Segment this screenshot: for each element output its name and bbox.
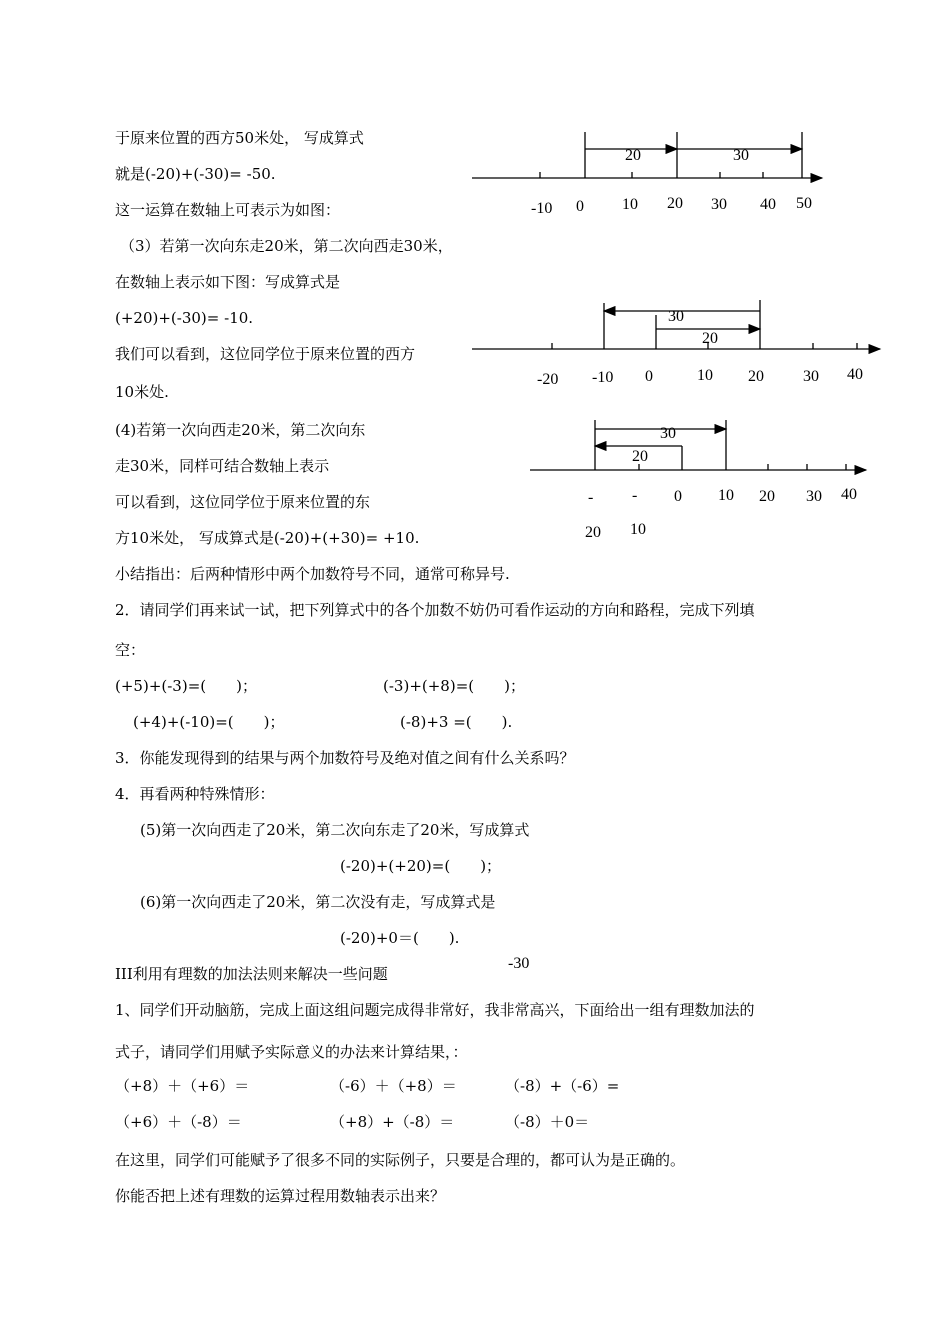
exercise: （-8）＋0＝ bbox=[505, 1113, 590, 1131]
tick-label: 40 bbox=[760, 196, 776, 213]
tick-label: 50 bbox=[796, 195, 812, 212]
text-line: 在数轴上表示如下图：写成算式是 bbox=[115, 273, 341, 291]
text-line: 这一运算在数轴上可表示为如图： bbox=[115, 201, 341, 219]
tick-label: -10 bbox=[592, 369, 614, 386]
exercise: (+4)+(-10)=( )； bbox=[133, 713, 285, 731]
text-line: 10米处. bbox=[115, 383, 169, 401]
tick-label: 20 bbox=[667, 195, 683, 212]
text-line: 4．再看两种特殊情形： bbox=[115, 785, 275, 803]
tick-label: 10 bbox=[718, 487, 734, 504]
text-line: 1、同学们开动脑筋，完成上面这组问题完成得非常好，我非常高兴，下面给出一组有理数加法的 bbox=[115, 1001, 755, 1019]
arrow-label: 30 bbox=[660, 425, 676, 442]
text-line: 就是(-20)+(-30)= -50. bbox=[115, 165, 276, 183]
tick-label: 40 bbox=[847, 366, 863, 383]
exercise: （+8）＋（+6）＝ bbox=[115, 1077, 250, 1095]
exercise: （-6）＋（+8）＝ bbox=[330, 1077, 457, 1095]
arrow-label: 20 bbox=[702, 330, 718, 347]
tick-label: 20 bbox=[748, 368, 764, 385]
text-line: 小结指出：后两种情形中两个加数符号不同，通常可称异号. bbox=[115, 565, 510, 583]
text-line: 空： bbox=[115, 641, 146, 659]
text-line: （3）若第一次向东走20米，第二次向西走30米， bbox=[120, 237, 453, 255]
tick-label: 20 bbox=[759, 488, 775, 505]
text-line: (4)若第一次向西走20米，第二次向东 bbox=[115, 421, 366, 439]
tick-label: -20 bbox=[537, 371, 559, 388]
text-line: 在这里，同学们可能赋予了很多不同的实际例子，只要是合理的，都可认为是正确的。 bbox=[115, 1151, 686, 1169]
exercise: （+8）+（-8）＝ bbox=[330, 1113, 455, 1131]
tick-label: 30 bbox=[806, 488, 822, 505]
tick-label: 40 bbox=[841, 486, 857, 503]
text-line: 于原来位置的西方50米处， 写成算式 bbox=[115, 129, 364, 147]
text-line: 3．你能发现得到的结果与两个加数符号及绝对值之间有什么关系吗？ bbox=[115, 749, 575, 767]
arrow-label: 30 bbox=[668, 308, 684, 325]
tick-label: -10 bbox=[531, 200, 553, 217]
tick-label: 0 bbox=[674, 488, 682, 505]
tick-label: 10 bbox=[622, 196, 638, 213]
tick-label: 20 bbox=[585, 524, 601, 541]
text-line: (-20)+(+20)=( )； bbox=[340, 857, 502, 875]
text-line: 可以看到，这位同学位于原来位置的东 bbox=[115, 493, 371, 511]
exercise: (-8)+3 =( ). bbox=[400, 713, 513, 731]
tick-label: 0 bbox=[645, 368, 653, 385]
text-line: 方10米处， 写成算式是(-20)+(+30)= +10. bbox=[115, 529, 420, 547]
axis-ticks bbox=[540, 172, 763, 178]
exercise: (-3)+(+8)=( )； bbox=[383, 677, 525, 695]
text-line: (6)第一次向西走了20米，第二次没有走，写成算式是 bbox=[140, 893, 496, 911]
arrow-label: 20 bbox=[625, 147, 641, 164]
text-line: (+20)+(-30)= -10. bbox=[115, 309, 254, 327]
exercise: （-8）+（-6）= bbox=[505, 1077, 620, 1095]
arrow-label: 30 bbox=[733, 147, 749, 164]
tick-label: - bbox=[588, 489, 594, 506]
tick-label: 30 bbox=[803, 368, 819, 385]
section-heading: III利用有理数的加法法则来解决一些问题 bbox=[115, 965, 388, 983]
text-line: (-20)+0＝( ). bbox=[340, 929, 460, 947]
exercise: （+6）＋（-8）＝ bbox=[115, 1113, 242, 1131]
text-line: 走30米，同样可结合数轴上表示 bbox=[115, 457, 330, 475]
text-line: 你能否把上述有理数的运算过程用数轴表示出来？ bbox=[115, 1187, 446, 1205]
text-line: 2．请同学们再来试一试，把下列算式中的各个加数不妨仍可看作运动的方向和路程，完成下列填 bbox=[115, 601, 755, 619]
tick-label: - bbox=[632, 487, 638, 504]
exercise: (+5)+(-3)=( )； bbox=[115, 677, 257, 695]
tick-label: 10 bbox=[697, 367, 713, 384]
text-line: (5)第一次向西走了20米，第二次向东走了20米，写成算式 bbox=[140, 821, 530, 839]
tick-label: 30 bbox=[711, 196, 727, 213]
tick-label: 10 bbox=[630, 521, 646, 538]
text-line: 式子，请同学们用赋予实际意义的办法来计算结果，： bbox=[115, 1043, 468, 1061]
stray-label: -30 bbox=[508, 955, 530, 972]
tick-label: 0 bbox=[576, 198, 584, 215]
text-line: 我们可以看到，这位同学位于原来位置的西方 bbox=[115, 345, 416, 363]
arrow-label: 20 bbox=[632, 448, 648, 465]
